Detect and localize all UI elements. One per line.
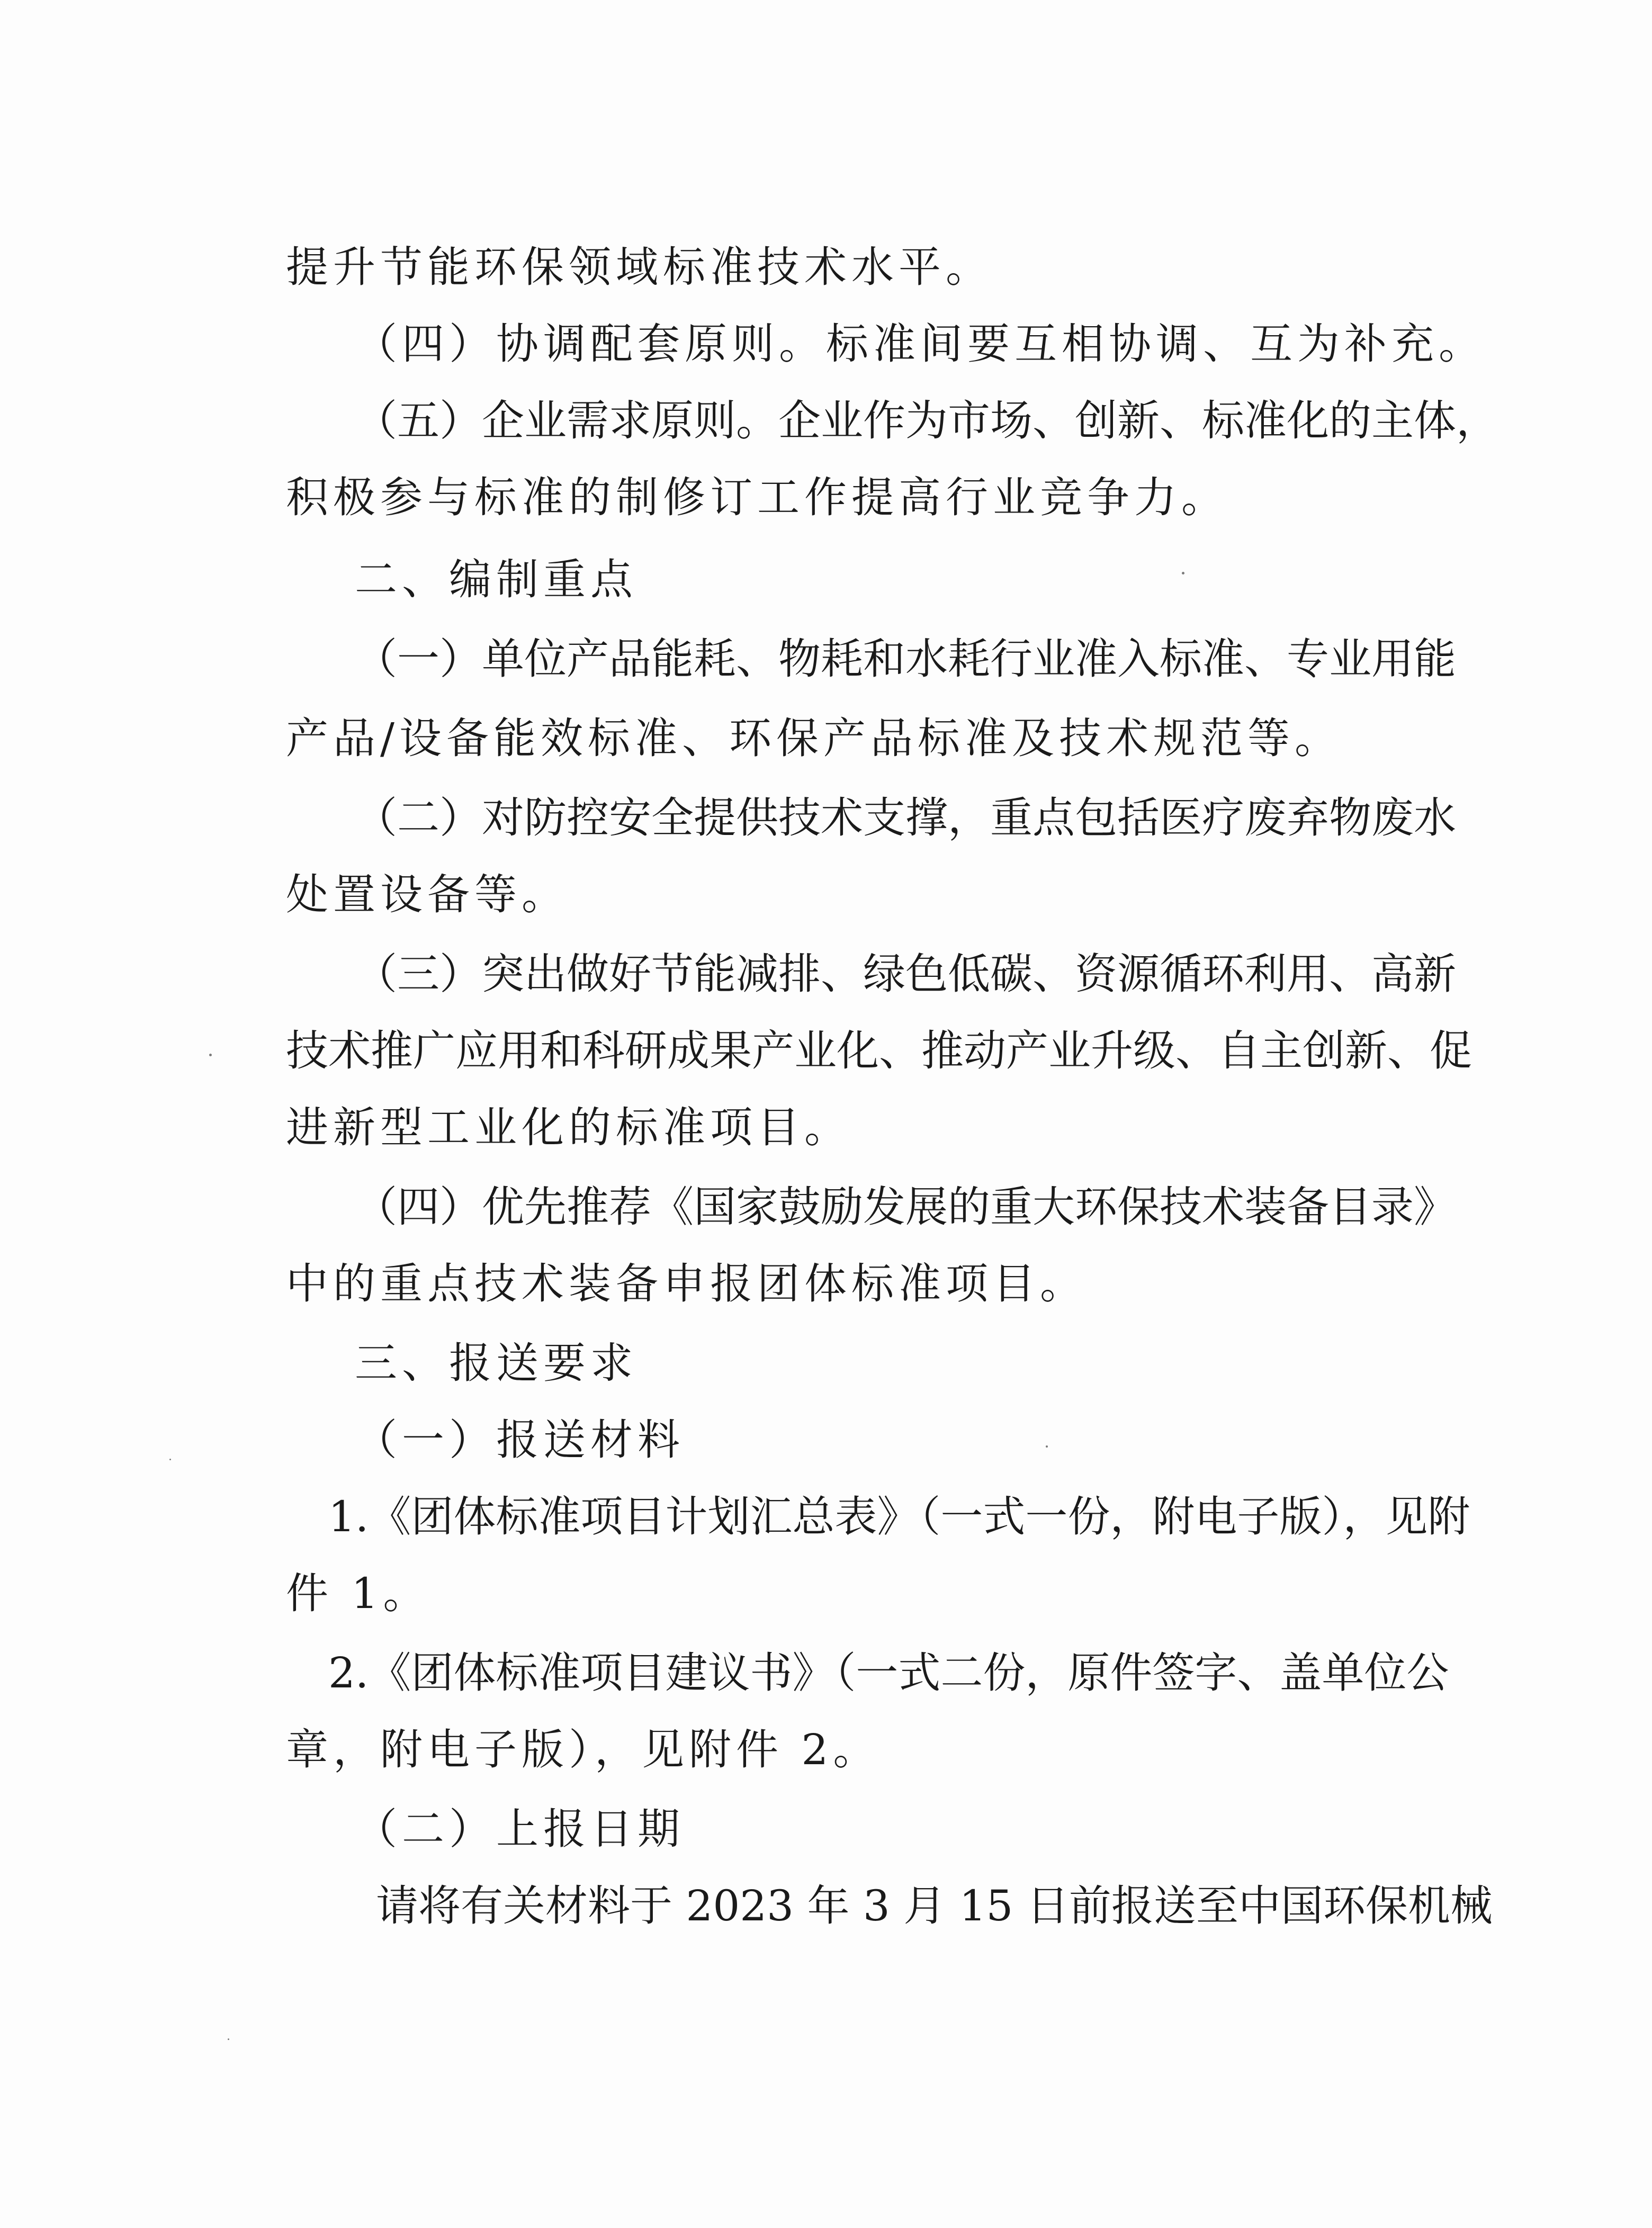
scan-speck — [1182, 572, 1184, 574]
paragraph-line: 进新型工业化的标准项目。 — [286, 1103, 851, 1152]
paragraph-line: 产品/设备能效标准、环保产品标准及技术规范等。 — [286, 714, 1342, 763]
paragraph-line: （五）企业需求原则。企业作为市场、创新、标准化的主体， — [355, 396, 1498, 445]
paragraph-line: （四）优先推荐《国家鼓励发展的重大环保技术装备目录》 — [355, 1182, 1456, 1232]
scan-speck — [169, 1459, 171, 1460]
paragraph-line: 请将有关材料于 2023 年 3 月 15 日前报送至中国环保机械 — [376, 1881, 1493, 1930]
section-heading: 二、编制重点 — [355, 555, 638, 604]
paragraph-line: 件 1。 — [286, 1569, 430, 1618]
paragraph-line: 章，附电子版），见附件 2。 — [286, 1725, 881, 1774]
paragraph-line: 积极参与标准的制修订工作提高行业竞争力。 — [286, 473, 1228, 522]
scan-speck — [1046, 1445, 1048, 1448]
section-heading: 三、报送要求 — [355, 1338, 638, 1388]
scan-speck — [228, 2038, 229, 2040]
paragraph-line: 中的重点技术装备申报团体标准项目。 — [286, 1259, 1087, 1308]
paragraph-line: （三）突出做好节能减排、绿色低碳、资源循环利用、高新 — [355, 949, 1456, 999]
paragraph-line: 1.《团体标准项目计划汇总表》（一式一份，附电子版），见附 — [328, 1492, 1470, 1541]
paragraph-line: 技术推广应用和科研成果产业化、推动产业升级、自主创新、促 — [286, 1026, 1472, 1075]
paragraph-line: （一）单位产品能耗、物耗和水耗行业准入标准、专业用能 — [355, 634, 1456, 684]
subsection-heading: （一）报送材料 — [355, 1415, 685, 1465]
paragraph-line: 处置设备等。 — [286, 870, 569, 919]
paragraph-line: 提升节能环保领域标准技术水平。 — [286, 242, 993, 292]
paragraph-line: 2.《团体标准项目建议书》（一式二份，原件签字、盖单位公 — [328, 1648, 1449, 1697]
subsection-heading: （二）上报日期 — [355, 1804, 685, 1854]
paragraph-line: （四）协调配套原则。标准间要互相协调、互为补充。 — [355, 319, 1486, 369]
paragraph-line: （二）对防控安全提供技术支撑，重点包括医疗废弃物废水 — [355, 793, 1456, 842]
scan-speck — [209, 1054, 212, 1056]
